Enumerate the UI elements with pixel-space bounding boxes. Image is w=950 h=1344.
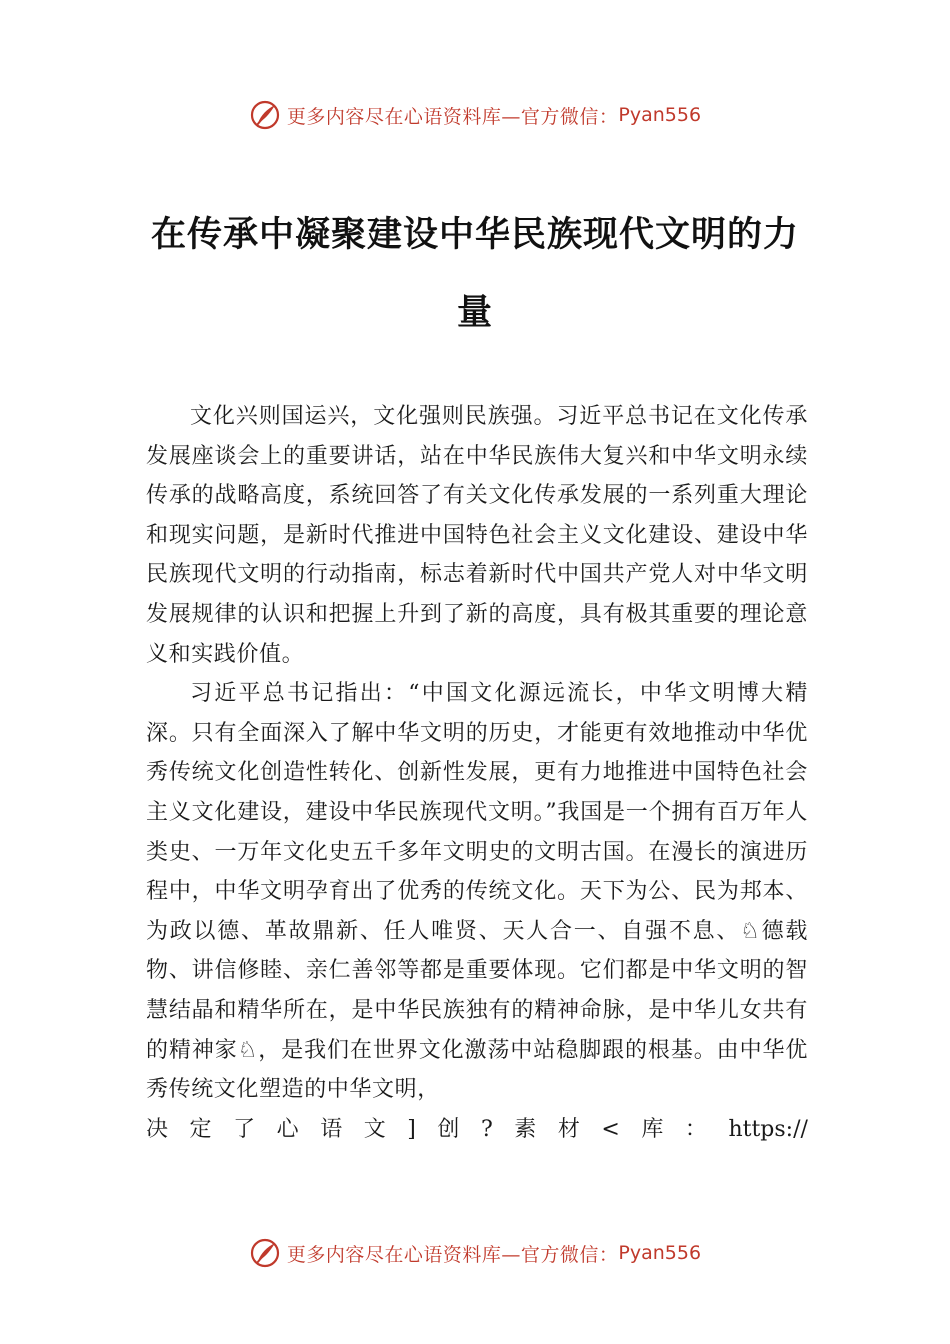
wechat-handle: Pyan556 [618,104,702,126]
watermark-char: 心 [276,1116,299,1142]
banner-text: 更多内容尽在心语资料库—官方微信： [286,105,619,128]
watermark-line [146,1110,808,1150]
watermark-char: 决 [146,1116,169,1142]
watermark-char: < [601,1116,620,1142]
watermark-char: 库 [641,1116,664,1142]
watermark-char: 材 [557,1116,580,1142]
quill-pen-logo-icon [249,99,281,131]
document-body [146,397,808,1149]
banner-text: 更多内容尽在心语资料库—官方微信： [286,1243,619,1266]
watermark-char: 定 [189,1116,212,1142]
quill-pen-logo-icon [249,1237,281,1269]
watermark-char: 创 [437,1116,460,1142]
document-title: 在传承中凝聚建设中华民族现代文明的力量 [150,214,799,333]
watermark-char: 文 [363,1116,386,1142]
watermark-char: ： [684,1116,707,1142]
paragraph-1: 文化兴则国运兴，文化强则民族强。习近平总书记在文化传承发展座谈会上的重要讲话，站在中华民族伟大复兴和中华文明永续传承的战略高度，系统回答了有关文化传承发展的一系列重大理论和现实问题，是新时代推进中国特色社会主义文化建设、建设中华民族现代文明的行动指南，标志着新时代中国共产党人对中华文明发展规律的认识和把握上升到了新的高度，具有极其重要的理论意义和实践价值。 [146,404,808,667]
watermark-char: ] [407,1116,416,1142]
watermark-url: https:// [728,1116,808,1142]
watermark-char: 素 [514,1116,537,1142]
watermark-char: 语 [320,1116,343,1142]
header-banner [0,95,950,135]
paragraph-2: 习近平总书记指出：“中国文化源远流长，中华文明博大精深。只有全面深入了解中华文明的历史，才能更有效地推动中华优秀传统文化创造性转化、创新性发展，更有力地推进中国特色社会主义文化建设，建设中华民族现代文明。”我国是一个拥有百万年人类史、一万年文化史五千多年文明史的文明古国。在漫长的演进历程中，中华文明孕育出了优秀的传统文化。天下为公、民为邦本、为政以德、革故鼎新、任人唯贤、天人合一、自强不息、♘德载物、讲信修睦、亲仁善邻等都是重要体现。它们都是中华文明的智慧结晶和精华所在，是中华民族独有的精神命脉，是中华儿女共有的精神家♘，是我们在世界文化激荡中站稳脚跟的根基。由中华优秀传统文化塑造的中华文明， [146,681,808,1103]
watermark-char: ? [480,1116,493,1142]
wechat-handle: Pyan556 [618,1242,702,1264]
footer-banner [0,1233,950,1273]
watermark-char: 了 [233,1116,256,1142]
